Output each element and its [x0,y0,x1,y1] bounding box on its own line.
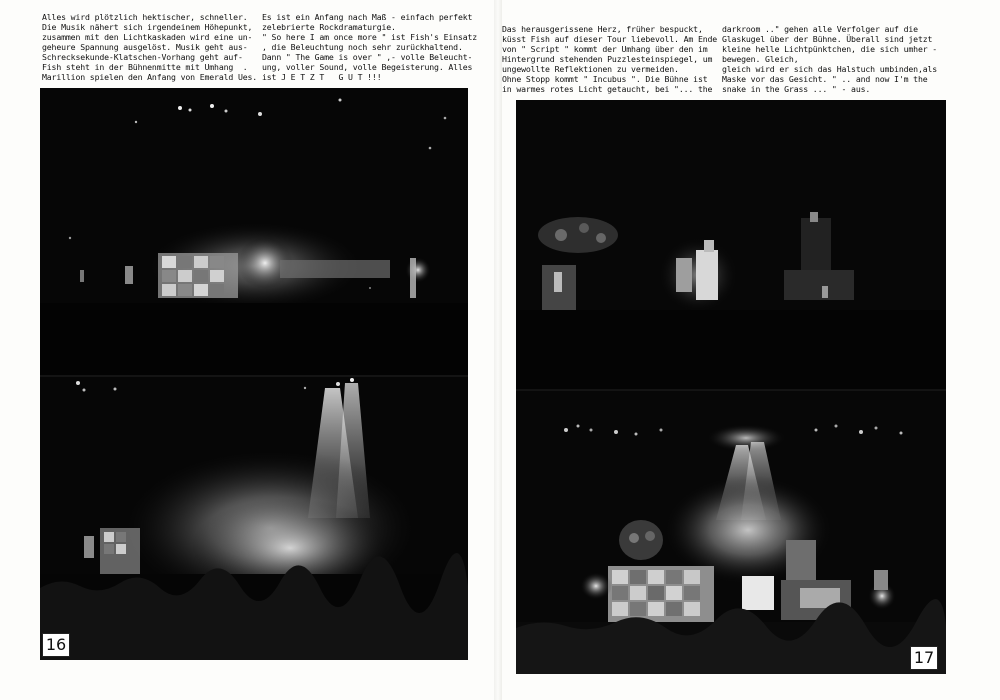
text-line: Schrecksekunde-Klatschen-Vorhang geht auf- [42,52,243,62]
text-line: Hintergrund stehenden Puzzlesteinspiegel, um [502,54,713,64]
concert-photo-left [40,88,468,660]
text-line: Es ist ein Anfang nach Maß - einfach perfekt [262,12,473,22]
page-gutter [494,0,502,700]
page-number-right [910,646,938,670]
text-line: Alles wird plötzlich hektischer, schneller. [42,12,248,22]
text-line: ungewollte Reflektionen zu vermeiden. [502,64,679,74]
text-line: geheure Spannung ausgelöst. Musik geht aus- [42,42,248,52]
right-text-column-2 [722,24,937,94]
text-line: , die Beleuchtung noch sehr zurückhaltend. [262,42,463,52]
text-line: snake in the Grass ... " - aus. [722,84,871,94]
left-text-column-2 [262,12,477,82]
text-line: zelebrierte Rockdramaturgie. [262,22,396,32]
text-line: von " Script " kommt der Umhang über den im [502,44,708,54]
concert-photo-left-image [40,88,468,660]
text-line: ung, voller Sound, volle Begeisterung. Alles [262,62,473,72]
text-line: " So here I am once more " ist Fish's Einsatz [262,32,478,42]
text-line: kleine helle Lichtpünktchen, die sich umher - [722,44,938,54]
page-number-right-text: 17 [913,648,935,667]
page-number-left-text: 16 [45,635,67,654]
text-line: darkroom .." gehen alle Verfolger auf die [722,24,918,34]
text-line: gleich wird er sich das Halstuch umbinden,als [722,64,938,74]
text-line: Marillion spielen den Anfang von Emerald Ues. [42,72,258,82]
text-line: Die Musik nähert sich irgendeinem Höhepunkt, [42,22,253,32]
text-line: Fish steht in der Bühnenmitte mit Umhang . [42,62,248,72]
text-line: Ohne Stopp kommt " Incubus ". Die Bühne ist [502,74,708,84]
text-line: Glaskugel über der Bühne. Überall sind jetzt [722,34,933,44]
text-line: bewegen. Gleich, [722,54,799,64]
left-text-column-1 [42,12,257,82]
text-line: küsst Fish auf dieser Tour liebevoll. Am Ende [502,34,718,44]
right-text-column-1 [502,24,717,94]
concert-photo-right [516,100,946,674]
text-line: in warmes rotes Licht getaucht, bei "... the [502,84,713,94]
concert-photo-right-image [516,100,946,674]
text-line: Das herausgerissene Herz, früher bespuckt, [502,24,703,34]
text-line: ist J E T Z T G U T !!! [262,72,382,82]
page-number-left [42,633,70,657]
text-line: Dann " The Game is over " ,- volle Beleucht- [262,52,473,62]
text-line: Maske vor das Gesicht. " .. and now I'm the [722,74,928,84]
text-line: zusammen mit den Lichtkaskaden wird eine un- [42,32,253,42]
